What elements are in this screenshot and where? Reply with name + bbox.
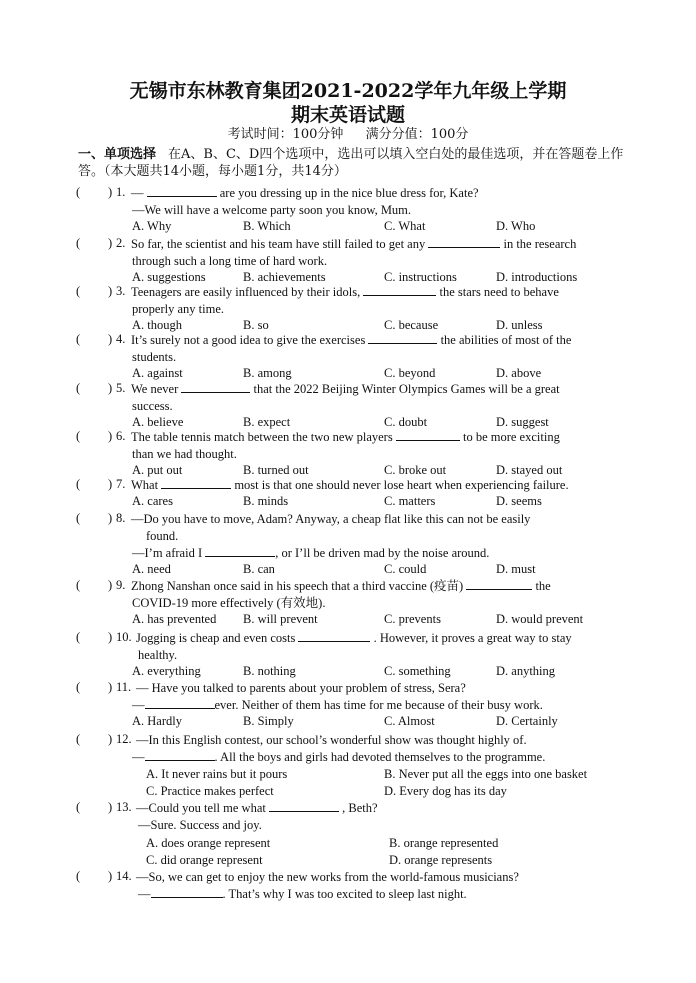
question-number: 10.: [116, 630, 132, 644]
answer-option[interactable]: C. prevents: [384, 612, 441, 626]
stem-dash: —: [138, 887, 151, 901]
question-stem-line1: [136, 732, 527, 748]
stem-text-cont: the: [535, 579, 551, 593]
question-stem-line1: [136, 680, 466, 696]
stem-text-cont: that the 2022 Beijing Winter Olympics Games will be a great: [253, 382, 560, 396]
stem-text: —Could you tell me what: [136, 801, 266, 815]
answer-option[interactable]: B. will prevent: [243, 612, 318, 626]
question-stem-line1: [136, 630, 572, 646]
answer-option[interactable]: B. turned out: [243, 463, 309, 477]
answer-paren-left: (: [76, 284, 81, 298]
answer-option[interactable]: B. minds: [243, 494, 289, 508]
answer-option[interactable]: D. suggest: [496, 415, 549, 429]
exam-score: 满分分值：100分: [365, 127, 469, 142]
answer-option[interactable]: B. can: [243, 562, 275, 576]
answer-blank: [181, 381, 250, 393]
answer-option[interactable]: A. against: [132, 366, 183, 380]
stem-text-cont: in the research: [503, 237, 577, 251]
answer-option[interactable]: A. does orange represent: [146, 836, 271, 850]
question-stem-line1: [131, 284, 559, 300]
question-stem-line1: [131, 185, 479, 201]
question-stem-line2: [138, 886, 467, 902]
answer-option[interactable]: C. beyond: [384, 366, 436, 380]
answer-blank: [161, 477, 231, 489]
answer-option[interactable]: A. though: [132, 318, 182, 332]
answer-paren-left: (: [76, 630, 81, 644]
exam-title-line2: 期末英语试题: [290, 104, 405, 126]
answer-paren-right: ): [108, 511, 113, 525]
answer-blank: [147, 185, 217, 197]
answer-option[interactable]: B. Never put all the eggs into one basket: [384, 767, 588, 781]
question-number: 14.: [116, 869, 132, 883]
question-number: 9.: [116, 578, 126, 592]
answer-option[interactable]: D. above: [496, 366, 542, 380]
question-stem-line1: [131, 236, 576, 252]
answer-paren-right: ): [108, 429, 113, 443]
question-stem-line2: found.: [146, 529, 179, 543]
answer-paren-right: ): [108, 236, 113, 250]
stem-text-cont: . That’s why I was too excited to sleep last night.: [222, 887, 467, 901]
stem-text-cont: to be more exciting: [462, 430, 560, 444]
answer-blank: [151, 886, 223, 898]
stem-text-cont: the stars need to behave: [439, 285, 559, 299]
question-stem-line1: [131, 332, 571, 348]
answer-blank: [466, 578, 532, 590]
stem-text: — Have you talked to parents about your problem of stress, Sera?: [136, 681, 466, 695]
question-number: 6.: [116, 429, 126, 443]
question-stem-line3: [132, 545, 489, 561]
answer-option[interactable]: D. seems: [496, 494, 542, 508]
answer-blank: [396, 429, 460, 441]
answer-blank: [205, 545, 275, 557]
answer-option[interactable]: D. Certainly: [496, 714, 558, 728]
question-stem-line2: success.: [132, 399, 173, 413]
answer-paren-right: ): [108, 800, 113, 814]
answer-option[interactable]: B. nothing: [243, 664, 296, 678]
answer-option[interactable]: A. Why: [132, 219, 172, 233]
answer-paren-left: (: [76, 511, 81, 525]
stem-text: —So, we can get to enjoy the new works from the world-famous musicians?: [136, 870, 519, 884]
question-stem-line1: [131, 429, 560, 445]
stem-text: Jogging is cheap and even costs: [136, 631, 296, 645]
answer-paren-left: (: [76, 236, 81, 250]
answer-option[interactable]: C. because: [384, 318, 439, 332]
question-stem-line2: through such a long time of hard work.: [132, 254, 328, 268]
stem-dash: —: [131, 186, 144, 200]
answer-paren-left: (: [76, 185, 81, 199]
stem-text: What: [131, 478, 159, 492]
answer-option[interactable]: A. has prevented: [132, 612, 217, 626]
question-stem-line1: [131, 477, 569, 493]
answer-option[interactable]: A. need: [132, 562, 171, 576]
answer-blank: [269, 800, 339, 812]
question-number: 4.: [116, 332, 126, 346]
question-stem-line2: healthy.: [138, 648, 178, 662]
exam-title-line1: 无锡市东林教育集团2021-2022学年九年级上学期: [129, 80, 567, 102]
answer-blank: [298, 630, 370, 642]
question-stem-line1: [136, 869, 519, 885]
answer-option[interactable]: A. put out: [132, 463, 183, 477]
answer-paren-left: (: [76, 332, 81, 346]
question-stem-line2: students.: [132, 350, 177, 364]
answer-option[interactable]: B. so: [243, 318, 269, 332]
answer-option[interactable]: D. stayed out: [496, 463, 563, 477]
answer-option[interactable]: A. It never rains but it pours: [146, 767, 288, 781]
answer-option[interactable]: D. unless: [496, 318, 543, 332]
answer-paren-right: ): [108, 630, 113, 644]
stem-text-cont: most is that one should never lose heart when experiencing failure.: [234, 478, 569, 492]
question-stem-line1: [131, 381, 560, 397]
answer-option[interactable]: C. doubt: [384, 415, 428, 429]
question-number: 11.: [116, 680, 132, 694]
answer-option[interactable]: C. Almost: [384, 714, 435, 728]
exam-meta: [0, 123, 696, 142]
answer-paren-right: ): [108, 578, 113, 592]
stem-text-cont: . All the boys and girls had devoted themselves to the programme.: [214, 750, 546, 764]
answer-option[interactable]: B. Which: [243, 219, 291, 233]
stem-text-cont: , Beth?: [342, 801, 378, 815]
question-number: 2.: [116, 236, 126, 250]
question-stem-line2: than we had thought.: [132, 447, 237, 461]
stem-text: —In this English contest, our school’s wonderful show was thought highly of.: [136, 733, 527, 747]
answer-paren-right: ): [108, 477, 113, 491]
answer-option[interactable]: A. suggestions: [132, 270, 206, 284]
exam-time: 考试时间：100分钟: [227, 127, 344, 142]
answer-blank: [368, 332, 437, 344]
stem-text-cont: the abilities of most of the: [440, 333, 572, 347]
answer-blank: [428, 236, 500, 248]
section-header: [78, 146, 626, 180]
answer-paren-right: ): [108, 381, 113, 395]
question-stem-line2: [132, 749, 545, 765]
section-instruction: 在A、B、C、D四个选项中，选出可以填入空白处的最佳选项，并在答题卷上作答。（本大题共14小题，每小题1分，共14分）: [78, 147, 624, 179]
question-number: 3.: [116, 284, 126, 298]
answer-paren-right: ): [108, 332, 113, 346]
question-number: 13.: [116, 800, 132, 814]
question-stem-line2: —We will have a welcome party soon you know, Mum.: [132, 203, 412, 217]
answer-option[interactable]: C. broke out: [384, 463, 447, 477]
answer-option[interactable]: C. could: [384, 562, 427, 576]
section-heading: 一、单项选择: [78, 147, 157, 162]
answer-option[interactable]: D. must: [496, 562, 536, 576]
stem-text: —Do you have to move, Adam? Anyway, a cheap flat like this can not be easily: [131, 512, 531, 526]
answer-option[interactable]: C. did orange represent: [146, 853, 263, 867]
stem-dash: —: [132, 750, 145, 764]
answer-paren-left: (: [76, 381, 81, 395]
answer-option[interactable]: B. Simply: [243, 714, 294, 728]
answer-paren-right: ): [108, 185, 113, 199]
answer-option[interactable]: B. among: [243, 366, 292, 380]
question-stem-line2: —Sure. Success and joy.: [138, 818, 262, 832]
answer-blank: [145, 697, 215, 709]
answer-option[interactable]: C. something: [384, 664, 451, 678]
answer-blank: [363, 284, 436, 296]
answer-paren-right: ): [108, 680, 113, 694]
stem-text-cont: are you dressing up in the nice blue dress for, Kate?: [219, 186, 479, 200]
answer-option[interactable]: D. orange represents: [389, 853, 493, 867]
question-stem-line1: [136, 800, 378, 816]
answer-option[interactable]: C. What: [384, 219, 426, 233]
answer-option[interactable]: D. Every dog has its day: [384, 784, 507, 798]
question-number: 12.: [116, 732, 132, 746]
answer-paren-left: (: [76, 869, 81, 883]
stem-text: It’s surely not a good idea to give the exercises: [131, 333, 366, 347]
answer-paren-right: ): [108, 284, 113, 298]
question-stem-line2: [132, 697, 543, 713]
question-stem-line1: [131, 511, 530, 527]
answer-option[interactable]: D. anything: [496, 664, 556, 678]
answer-paren-left: (: [76, 732, 81, 746]
question-number: 7.: [116, 477, 126, 491]
answer-paren-left: (: [76, 578, 81, 592]
stem-dash: —: [132, 698, 145, 712]
answer-paren-right: ): [108, 869, 113, 883]
question-stem-line1: [131, 578, 551, 594]
answer-option[interactable]: B. expect: [243, 415, 291, 429]
answer-option[interactable]: A. cares: [132, 494, 173, 508]
answer-option[interactable]: C. instructions: [384, 270, 457, 284]
answer-paren-left: (: [76, 429, 81, 443]
question-stem-line2: COVID-19 more effectively (有效地).: [132, 596, 326, 610]
answer-option[interactable]: D. introductions: [496, 270, 578, 284]
answer-blank: [145, 749, 215, 761]
answer-option[interactable]: B. achievements: [243, 270, 326, 284]
stem-text: The table tennis match between the two new players: [131, 430, 393, 444]
stem-text: So far, the scientist and his team have still failed to get any: [131, 237, 426, 251]
answer-option[interactable]: A. everything: [132, 664, 201, 678]
question-stem-line2: properly any time.: [132, 302, 224, 316]
question-number: 1.: [116, 185, 126, 199]
answer-option[interactable]: D. would prevent: [496, 612, 584, 626]
stem-text-cont: ever. Neither of them has time for me because of their busy work.: [214, 698, 543, 712]
answer-paren-left: (: [76, 680, 81, 694]
stem-text: Teenagers are easily influenced by their idols,: [131, 285, 361, 299]
answer-option[interactable]: A. believe: [132, 415, 184, 429]
stem-text-cont: . However, it proves a great way to stay: [373, 631, 572, 645]
answer-option[interactable]: A. Hardly: [132, 714, 182, 728]
answer-paren-right: ): [108, 732, 113, 746]
question-number: 8.: [116, 511, 126, 525]
question-number: 5.: [116, 381, 126, 395]
answer-option[interactable]: B. orange represented: [389, 836, 499, 850]
stem-text-cont: , or I’ll be driven mad by the noise around.: [275, 546, 490, 560]
answer-option[interactable]: C. Practice makes perfect: [146, 784, 274, 798]
stem-text: Zhong Nanshan once said in his speech that a third vaccine (疫苗): [131, 579, 464, 593]
answer-paren-left: (: [76, 800, 81, 814]
answer-option[interactable]: D. Who: [496, 219, 536, 233]
answer-option[interactable]: C. matters: [384, 494, 436, 508]
stem-text: We never: [131, 382, 179, 396]
answer-paren-left: (: [76, 477, 81, 491]
stem-text: —I’m afraid I: [132, 546, 203, 560]
